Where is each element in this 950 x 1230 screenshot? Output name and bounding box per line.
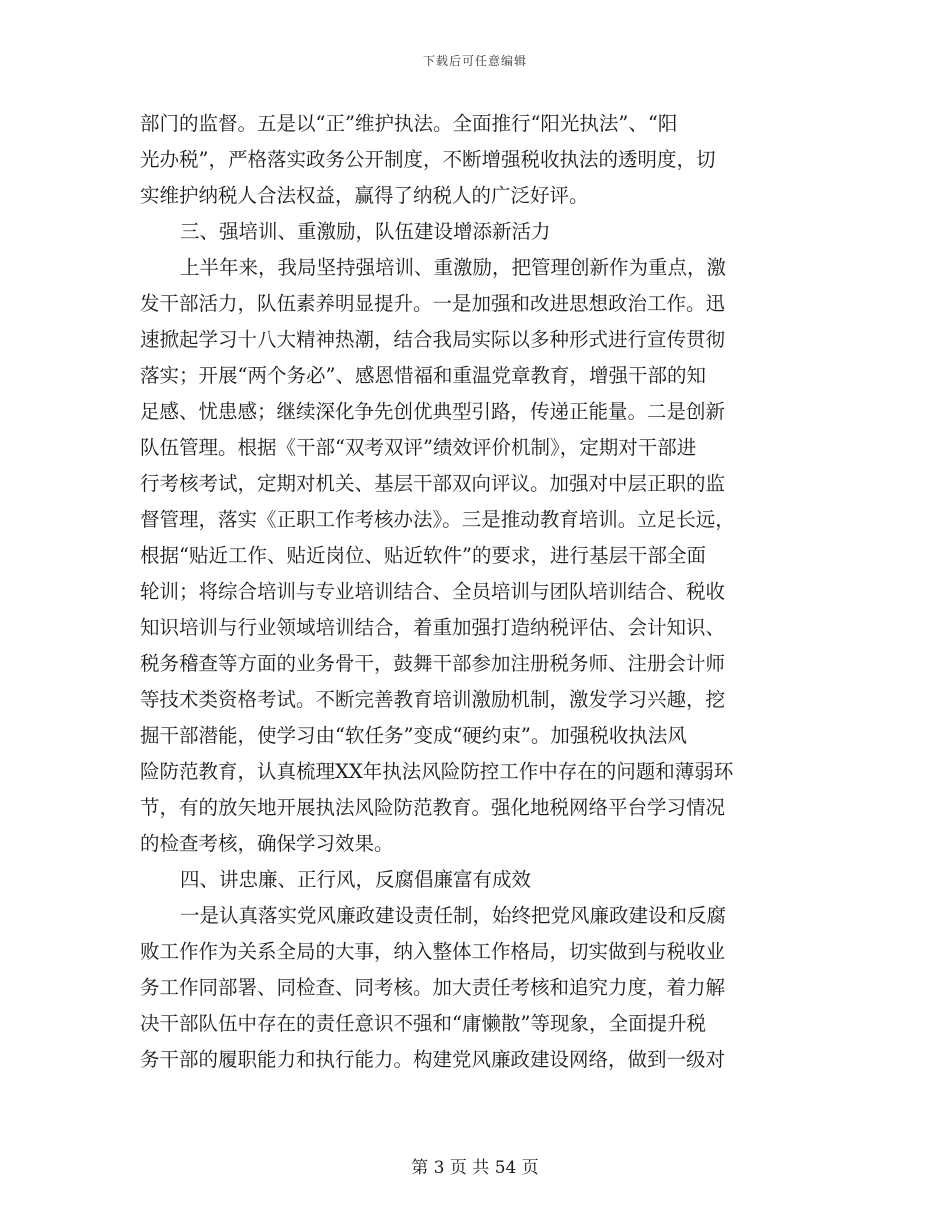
text-line: 务干部的履职能力和执行能力。构建党风廉政建设网络，做到一级对 — [140, 1048, 726, 1071]
text-line: 税务稽查等方面的业务骨干，鼓舞干部参加注册税务师、注册会计师 — [140, 652, 726, 675]
text-line: 发干部活力，队伍素养明显提升。一是加强和改进思想政治工作。迅 — [140, 292, 726, 315]
text-line: 的检查考核，确保学习效果。 — [140, 832, 394, 855]
section-heading: 三、强培训、重激励，队伍建设增添新活力 — [180, 220, 551, 243]
text-line: 足感、忧患感；继续深化争先创优典型引路，传递正能量。二是创新 — [140, 400, 726, 423]
text-line: 速掀起学习十八大精神热潮，结合我局实际以多种形式进行宣传贯彻 — [140, 328, 726, 351]
text-line: 轮训；将综合培训与专业培训结合、全员培训与团队培训结合、税收 — [140, 580, 726, 603]
text-line: 光办税”，严格落实政务公开制度，不断增强税收执法的透明度，切 — [140, 148, 716, 171]
page-header: 下载后可任意编辑 — [422, 54, 527, 68]
text-line: 落实；开展“两个务必”、感恩惜福和重温党章教育，增强干部的知 — [140, 364, 706, 387]
text-line: 行考核考试，定期对机关、基层干部双向评议。加强对中层正职的监 — [140, 472, 726, 495]
text-line: 险防范教育，认真梳理XX年执法风险防控工作中存在的问题和薄弱环 — [140, 760, 734, 783]
page-number-footer: 第 3 页 共 54 页 — [411, 1158, 539, 1178]
text-line: 队伍管理。根据《干部“双考双评”绩效评价机制》，定期对干部进 — [140, 436, 697, 459]
text-line: 务工作同部署、同检查、同考核。加大责任考核和追究力度，着力解 — [140, 976, 726, 999]
text-line: 节，有的放矢地开展执法风险防范教育。强化地税网络平台学习情况 — [140, 796, 726, 819]
text-line: 督管理，落实《正职工作考核办法》。三是推动教育培训。立足长远， — [140, 508, 735, 531]
text-line: 败工作作为关系全局的大事，纳入整体工作格局，切实做到与税收业 — [140, 940, 726, 963]
section-heading: 四、讲忠廉、正行风，反腐倡廉富有成效 — [180, 868, 532, 891]
text-line: 决干部队伍中存在的责任意识不强和“庸懒散”等现象，全面提升税 — [140, 1012, 706, 1035]
paragraph-start-line: 上半年来，我局坚持强培训、重激励，把管理创新作为重点，激 — [180, 256, 727, 279]
text-line: 根据“贴近工作、贴近岗位、贴近软件”的要求，进行基层干部全面 — [140, 544, 706, 567]
document-body — [140, 106, 808, 1078]
text-line: 等技术类资格考试。不断完善教育培训激励机制，激发学习兴趣，挖 — [140, 688, 726, 711]
text-line: 知识培训与行业领域培训结合，着重加强打造纳税评估、会计知识、 — [140, 616, 726, 639]
paragraph-start-line: 一是认真落实党风廉政建设责任制，始终把党风廉政建设和反腐 — [180, 904, 727, 927]
text-line: 部门的监督。五是以“正”维护执法。全面推行“阳光执法”、“阳 — [140, 112, 678, 135]
text-line: 掘干部潜能，使学习由“软任务”变成“硬约束”。加强税收执法风 — [140, 724, 687, 747]
text-line: 实维护纳税人合法权益，赢得了纳税人的广泛好评。 — [140, 184, 589, 207]
